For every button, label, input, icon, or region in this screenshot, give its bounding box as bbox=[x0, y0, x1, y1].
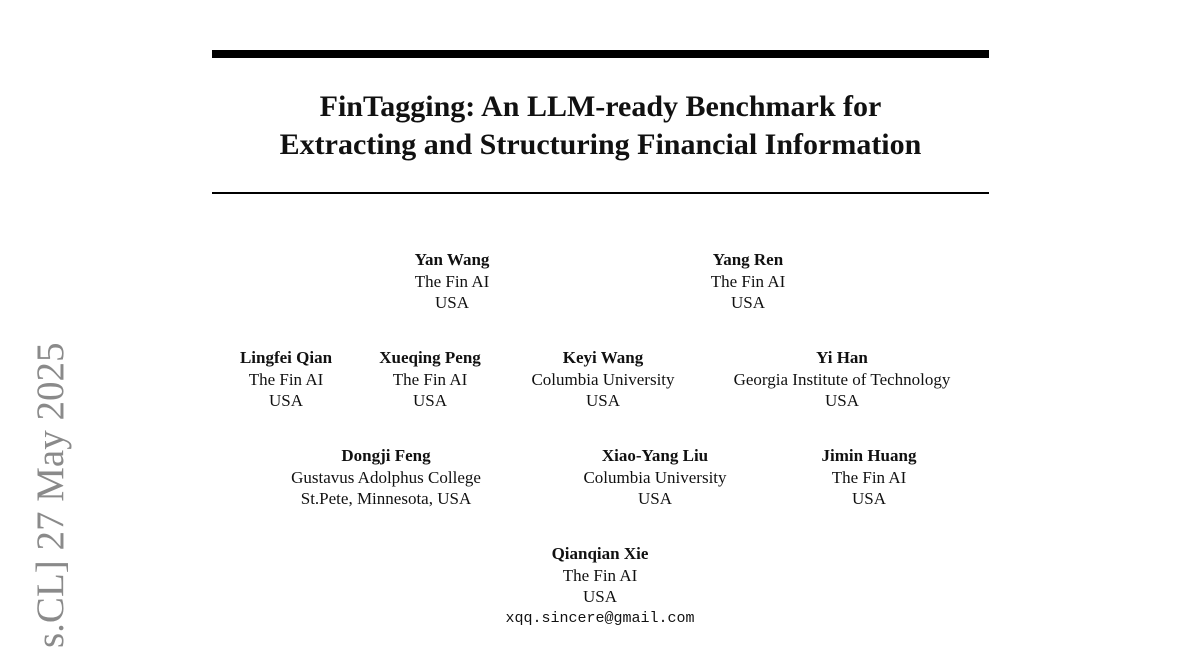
arxiv-stamp: s.CL] 27 May 2025 bbox=[29, 342, 72, 648]
author-block bbox=[822, 445, 917, 510]
author-affiliation: The Fin AI bbox=[710, 271, 786, 291]
author-affiliation: The Fin AI bbox=[562, 565, 638, 585]
author-affiliation: Georgia Institute of Technology bbox=[733, 369, 951, 389]
author-name: Dongji Feng bbox=[341, 446, 431, 465]
author-block bbox=[505, 543, 694, 629]
author-name: Lingfei Qian bbox=[239, 348, 333, 367]
author-name: Qianqian Xie bbox=[551, 544, 649, 563]
author-block bbox=[583, 445, 726, 510]
author-location: USA bbox=[582, 587, 617, 606]
author-name: Yi Han bbox=[816, 348, 868, 367]
author-affiliation: The Fin AI bbox=[831, 467, 907, 487]
author-location: St.Pete, Minnesota, USA bbox=[300, 489, 472, 508]
author-block bbox=[291, 445, 481, 510]
author-block bbox=[711, 249, 786, 314]
author-location: USA bbox=[730, 293, 766, 312]
author-name: Yan Wang bbox=[414, 250, 490, 269]
top-rule bbox=[212, 50, 989, 58]
author-location: USA bbox=[824, 391, 859, 410]
author-location: USA bbox=[268, 391, 304, 410]
author-location: USA bbox=[585, 391, 621, 410]
author-name: Yang Ren bbox=[712, 250, 784, 269]
author-name: Jimin Huang bbox=[821, 446, 917, 465]
author-location: USA bbox=[412, 391, 448, 410]
author-block bbox=[734, 347, 951, 412]
author-name: Keyi Wang bbox=[562, 348, 644, 367]
author-block bbox=[240, 347, 332, 412]
author-affiliation: The Fin AI bbox=[414, 271, 490, 291]
author-affiliation: Gustavus Adolphus College bbox=[291, 467, 481, 487]
author-block bbox=[415, 249, 490, 314]
author-location: USA bbox=[434, 293, 469, 312]
title-line-1: FinTagging: An LLM-ready Benchmark for bbox=[319, 90, 882, 123]
title-line-2: Extracting and Structuring Financial Information bbox=[279, 128, 922, 161]
author-location: USA bbox=[851, 489, 887, 508]
paper-title bbox=[212, 88, 989, 164]
author-location: USA bbox=[637, 489, 673, 508]
author-block bbox=[531, 347, 674, 412]
author-block bbox=[379, 347, 481, 412]
author-name: Xiao-Yang Liu bbox=[601, 446, 709, 465]
author-affiliation: The Fin AI bbox=[248, 369, 324, 389]
author-affiliation: Columbia University bbox=[583, 467, 727, 487]
title-divider bbox=[212, 192, 989, 194]
author-affiliation: Columbia University bbox=[531, 369, 675, 389]
author-name: Xueqing Peng bbox=[379, 348, 481, 367]
author-email[interactable]: xqq.sincere@gmail.com bbox=[505, 609, 695, 627]
author-affiliation: The Fin AI bbox=[392, 369, 468, 389]
